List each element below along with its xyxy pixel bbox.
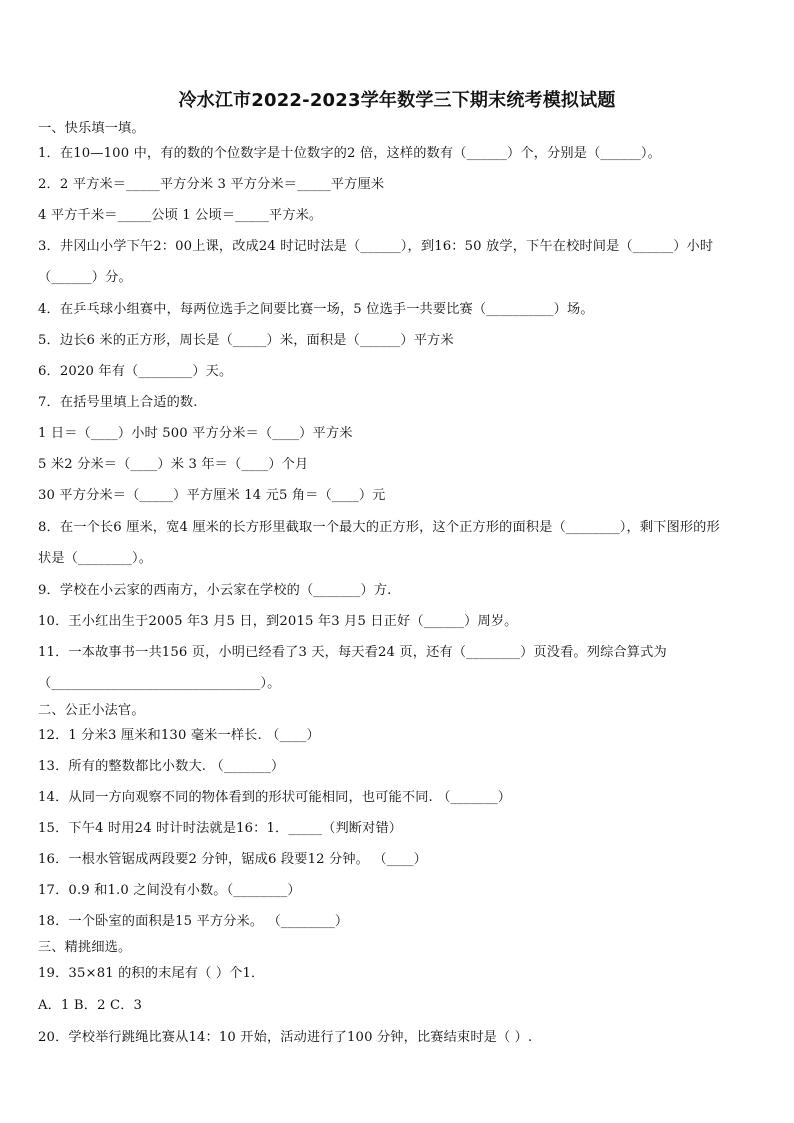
question-10: 10．王小红出生于2005 年3 月5 日，到2015 年3 月5 日正好（______）周岁。 bbox=[38, 614, 518, 629]
question-15: 15．下午4 时用24 时计时法就是16：1．_____（判断对错） bbox=[38, 821, 403, 836]
question-12: 12．1 分米3 厘米和130 毫米一样长. （____） bbox=[38, 728, 320, 743]
section-heading-fill-in: 一、快乐填一填。 bbox=[38, 121, 145, 136]
question-11-line-1: 11．一本故事书一共156 页，小明已经看了3 天，每天看24 页，还有（________）页没看。列综合算式为 bbox=[38, 645, 667, 660]
question-17: 17．0.9 和1.0 之间没有小数。（________） bbox=[38, 883, 301, 898]
question-19: 19．35×81 的积的末尾有（ ）个1． bbox=[38, 966, 265, 981]
question-5: 5．边长6 米的正方形，周长是（_____）米，面积是（______）平方米 bbox=[38, 333, 454, 348]
question-2-line-2: 4 平方千米＝_____公顷 1 公顷＝_____平方米。 bbox=[38, 208, 323, 223]
question-7-row-3: 30 平方分米＝（_____）平方厘米 14 元5 角＝（____）元 bbox=[38, 488, 386, 503]
page-title: 冷水江市2022-2023学年数学三下期末统考模拟试题 bbox=[178, 90, 616, 111]
question-9: 9．学校在小云家的西南方，小云家在学校的（_______）方. bbox=[38, 583, 392, 598]
question-2-line-1: 2．2 平方米＝_____平方分米 3 平方分米＝_____平方厘米 bbox=[38, 177, 385, 192]
question-7-row-2: 5 米2 分米＝（____）米 3 年＝（____）个月 bbox=[38, 457, 309, 472]
question-8-line-2: 状是（________）。 bbox=[38, 551, 153, 566]
question-18: 18．一个卧室的面积是15 平方分米。 （________） bbox=[38, 914, 349, 929]
question-3-line-1: 3．井冈山小学下午2：00上课，改成24 时记时法是（______），到16：50 放学，下午在校时间是（______）小时 bbox=[38, 239, 714, 254]
question-3-line-2: （______）分。 bbox=[38, 270, 132, 285]
question-4: 4．在乒乓球小组赛中，每两位选手之间要比赛一场，5 位选手一共要比赛（__________）场。 bbox=[38, 302, 594, 317]
question-7-row-1: 1 日＝（____）小时 500 平方分米＝（____）平方米 bbox=[38, 426, 353, 441]
section-heading-choice: 三、精挑细选。 bbox=[38, 940, 132, 955]
question-14: 14．从同一方向观察不同的物体看到的形状可能相同，也可能不同. （_______） bbox=[38, 790, 512, 805]
question-6: 6．2020 年有（________）天。 bbox=[38, 364, 233, 379]
question-13: 13．所有的整数都比小数大. （_______） bbox=[38, 759, 285, 774]
question-19-options: A．1 B．2 C．3 bbox=[38, 998, 143, 1013]
question-16: 16．一根水管锯成两段要2 分钟，锯成6 段要12 分钟。 （____） bbox=[38, 852, 428, 867]
question-1: 1．在10—100 中，有的数的个位数字是十位数字的2 倍，这样的数有（______）个，分别是（______）。 bbox=[38, 146, 661, 161]
question-8-line-1: 8．在一个长6 厘米，宽4 厘米的长方形里截取一个最大的正方形，这个正方形的面积是（________），剩下图形的形 bbox=[38, 520, 720, 535]
question-20: 20．学校举行跳绳比赛从14：10 开始，活动进行了100 分钟，比赛结束时是（ ）. bbox=[38, 1030, 533, 1045]
question-7: 7．在括号里填上合适的数. bbox=[38, 395, 198, 410]
question-11-line-2: （_______________________________）。 bbox=[38, 676, 281, 691]
section-heading-judge: 二、公正小法官。 bbox=[38, 703, 145, 718]
